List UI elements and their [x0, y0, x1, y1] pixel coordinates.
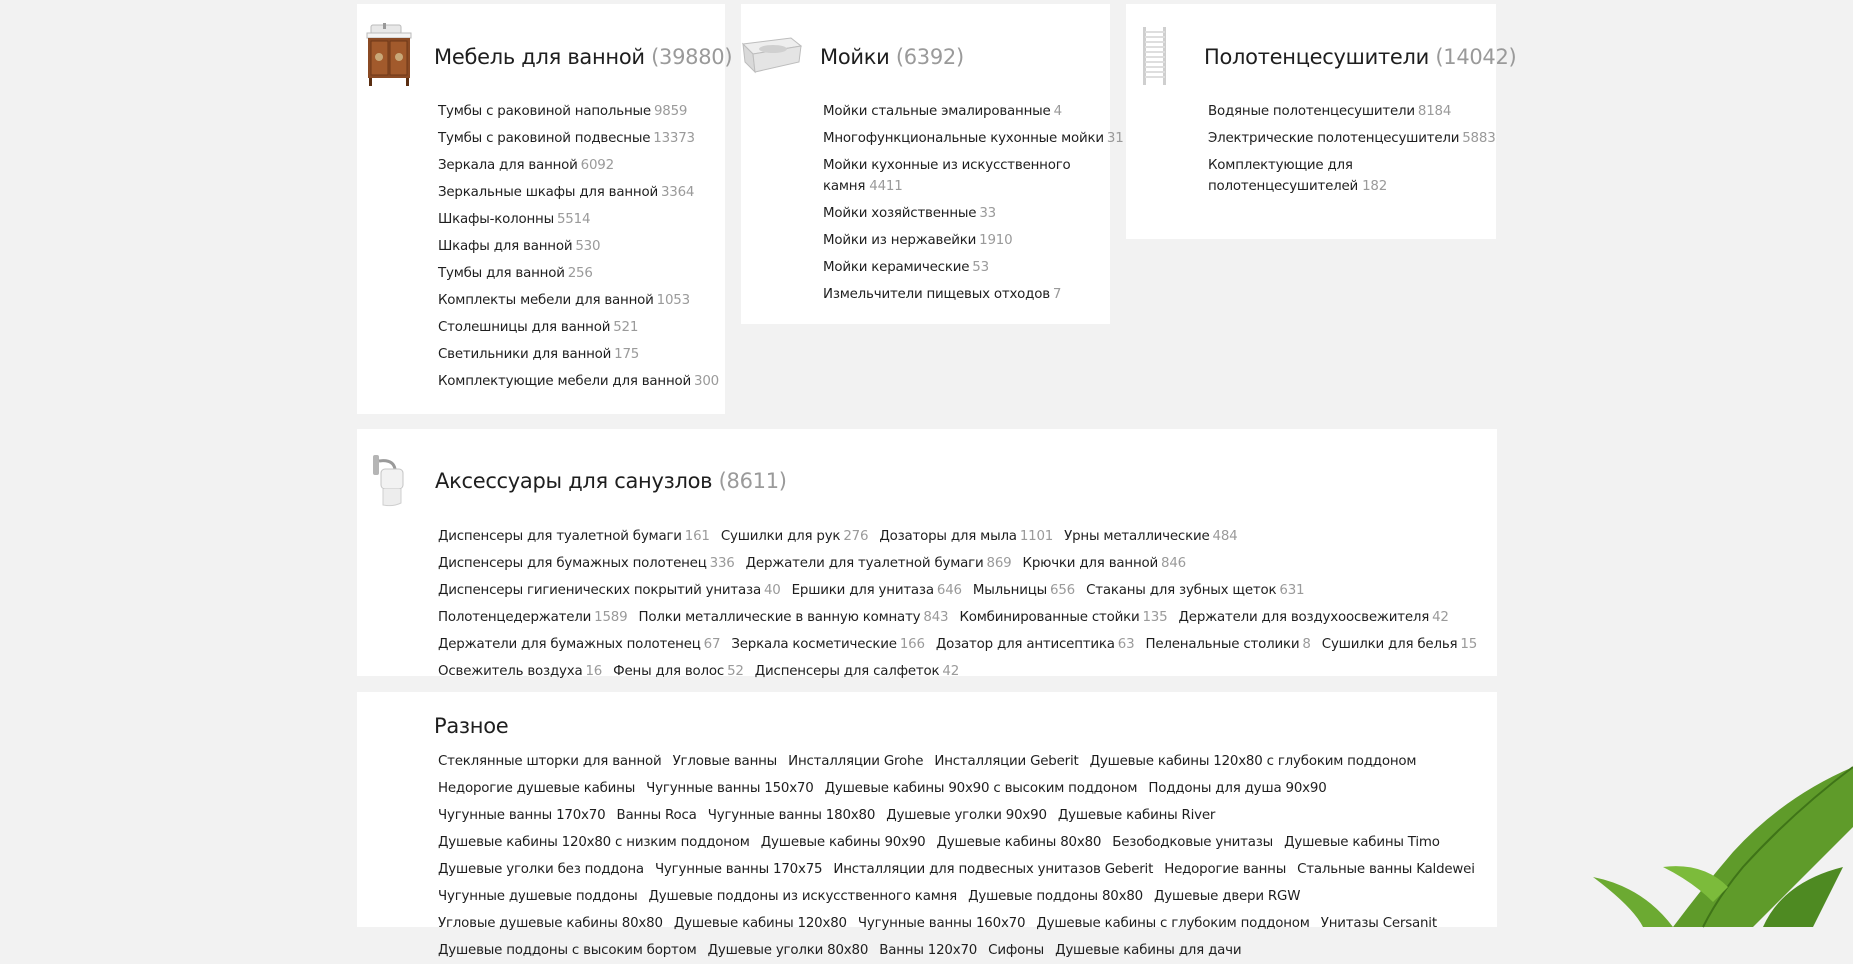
item-count: 8	[1302, 637, 1311, 652]
list-item	[708, 943, 869, 958]
card-title-count: (6392)	[895, 45, 964, 69]
list-item	[438, 916, 663, 931]
list-item	[721, 529, 868, 544]
sink-icon[interactable]	[741, 34, 803, 76]
list-item	[438, 556, 735, 571]
list-item	[438, 260, 719, 287]
item-count: 135	[1142, 610, 1168, 625]
subcategory-link[interactable]: Фены для волос	[613, 664, 725, 679]
subcategory-link[interactable]: Тумбы с раковиной подвесные	[438, 131, 651, 146]
list-item	[438, 835, 750, 850]
item-count: 276	[843, 529, 869, 544]
list-item	[438, 889, 637, 904]
list-item	[731, 637, 924, 652]
subcategory-link[interactable]: Зеркальные шкафы для ванной	[438, 185, 658, 200]
tag-link[interactable]: Душевые кабины с глубоким поддоном	[1036, 916, 1310, 931]
item-count: 521	[613, 320, 639, 335]
tag-link[interactable]: Чугунные ванны 160x70	[857, 916, 1026, 931]
list-item	[438, 754, 662, 769]
category-card-towel-warmers	[1126, 4, 1517, 239]
list-item	[1055, 943, 1241, 958]
subcategory-link[interactable]: Столешницы для ванной	[438, 320, 611, 335]
tag-link[interactable]: Поддоны для душа 90x90	[1148, 781, 1327, 796]
list-item	[1036, 916, 1309, 931]
tag-link[interactable]: Стальные ванны Kaldewei	[1297, 862, 1475, 877]
item-count: 530	[575, 239, 601, 254]
list-item	[438, 664, 602, 679]
list-item	[708, 808, 875, 823]
card-title-count: (14042)	[1435, 45, 1517, 69]
tag-link[interactable]: Душевые кабины 90x90 с высоким поддоном	[824, 781, 1138, 796]
list-item	[1064, 529, 1237, 544]
tag-link[interactable]: Инсталляции для подвесных унитазов Geberit	[833, 862, 1154, 877]
item-count: 53	[972, 260, 989, 275]
list-item	[792, 583, 962, 598]
item-count: 8184	[1417, 104, 1452, 119]
subcategory-link[interactable]: Крючки для ванной	[1022, 556, 1159, 571]
list-item	[674, 916, 847, 931]
card-title[interactable]	[434, 45, 732, 69]
list-item	[438, 206, 719, 233]
subcategory-link[interactable]: Ершики для унитаза	[791, 583, 934, 598]
subcategory-link[interactable]: Многофункциональные кухонные мойки	[823, 131, 1104, 146]
item-count: 646	[936, 583, 962, 598]
item-count: 484	[1212, 529, 1238, 544]
list-item	[823, 281, 1103, 308]
subcategory-link[interactable]: Комплекты мебели для ванной	[438, 293, 654, 308]
list-item	[823, 152, 1103, 200]
item-count: 16	[585, 664, 603, 679]
subcategory-link[interactable]: Водяные полотенцесушители	[1208, 104, 1415, 119]
subcategory-list	[1208, 98, 1496, 200]
list-item	[1058, 808, 1215, 823]
subcategory-link[interactable]: Полки металлические в ванную комнату	[638, 610, 921, 625]
tag-link[interactable]: Чугунные ванны 170x75	[654, 862, 823, 877]
list-item	[438, 179, 719, 206]
item-count: 15	[1460, 637, 1478, 652]
tag-list	[438, 748, 1490, 964]
category-card-furniture	[357, 4, 733, 414]
tag-link[interactable]: Душевые кабины для дачи	[1055, 943, 1242, 958]
list-item	[1090, 754, 1417, 769]
list-item	[1148, 781, 1326, 796]
item-count: 166	[899, 637, 925, 652]
subcategory-link[interactable]: Мойки хозяйственные	[823, 206, 977, 221]
tag-link[interactable]: Душевые поддоны с высоким бортом	[438, 943, 697, 958]
item-count: 42	[942, 664, 960, 679]
list-item	[646, 781, 813, 796]
subcategory-link[interactable]: Комбинированные стойки	[959, 610, 1140, 625]
subcategory-link[interactable]: Электрические полотенцесушители	[1208, 131, 1460, 146]
tag-link[interactable]: Душевые кабины 120x80 с низким поддоном	[438, 835, 750, 850]
list-item	[879, 943, 977, 958]
item-count: 7	[1052, 287, 1062, 302]
subcategory-link[interactable]: Держатели для бумажных полотенец	[438, 637, 701, 652]
tag-link[interactable]: Угловые ванны	[672, 754, 778, 769]
tag-link[interactable]: Душевые кабины 120x80	[673, 916, 847, 931]
list-item	[1297, 862, 1475, 877]
item-count: 42	[1432, 610, 1449, 625]
subcategory-link[interactable]: Светильники для ванной	[438, 347, 612, 362]
subcategory-link[interactable]: Мыльницы	[972, 583, 1048, 598]
tag-link[interactable]: Чугунные душевые поддоны	[438, 889, 638, 904]
list-item	[823, 254, 1103, 281]
card-title[interactable]	[820, 45, 964, 69]
item-count: 67	[703, 637, 721, 652]
subcategory-link[interactable]: Стаканы для зубных щеток	[1086, 583, 1277, 598]
tag-link[interactable]: Душевые кабины 80x80	[936, 835, 1102, 850]
item-count: 300	[694, 374, 720, 389]
tag-link[interactable]: Душевые поддоны из искусственного камня	[648, 889, 958, 904]
list-item	[1208, 152, 1490, 200]
tag-link[interactable]: Ванны 120x70	[879, 943, 978, 958]
tag-link[interactable]: Стеклянные шторки для ванной	[438, 754, 662, 769]
list-item	[673, 754, 778, 769]
list-item	[1164, 862, 1286, 877]
tag-link[interactable]: Душевые кабины River	[1057, 808, 1216, 823]
subcategory-link[interactable]: Пеленальные столики	[1145, 637, 1300, 652]
subcategory-list	[823, 98, 1124, 308]
list-item	[1208, 98, 1490, 125]
subcategory-link[interactable]: Мойки кухонные из искусственного камня	[823, 158, 1071, 194]
card-title	[434, 714, 508, 738]
tag-link[interactable]: Душевые двери RGW	[1154, 889, 1301, 904]
item-count: 846	[1161, 556, 1186, 571]
list-item	[1284, 835, 1440, 850]
subcategory-link[interactable]: Урны металлические	[1064, 529, 1210, 544]
subcategory-link[interactable]: Диспенсеры гигиенических покрытий унитаза	[438, 583, 761, 598]
list-item	[937, 835, 1102, 850]
tag-link[interactable]: Угловые душевые кабины 80x80	[438, 916, 663, 931]
subcategory-link[interactable]: Тумбы с раковиной напольные	[438, 104, 651, 119]
tag-link[interactable]: Душевые кабины 120x80 с глубоким поддоном	[1089, 754, 1417, 769]
list-item	[438, 637, 720, 652]
tag-link[interactable]: Душевые кабины 90x90	[760, 835, 926, 850]
tag-link[interactable]: Чугунные ванны 170x70	[438, 808, 606, 823]
subcategory-link[interactable]: Держатели для туалетной бумаги	[745, 556, 984, 571]
item-count: 869	[986, 556, 1012, 571]
item-count: 5883	[1462, 131, 1496, 146]
tag-link[interactable]: Душевые уголки без поддона	[438, 862, 644, 877]
subcategory-list	[438, 98, 719, 395]
subcategory-link[interactable]: Мойки стальные эмалированные	[823, 104, 1051, 119]
tag-link[interactable]: Безободковые унитазы	[1112, 835, 1274, 850]
subcategory-link[interactable]: Дозаторы для мыла	[879, 529, 1017, 544]
item-count: 256	[567, 266, 593, 281]
card-title-label[interactable]: Аксессуары для санузлов	[435, 469, 713, 493]
list-item	[833, 862, 1153, 877]
tag-link[interactable]: Ванны Roca	[616, 808, 697, 823]
subcategory-link[interactable]: Диспенсеры для туалетной бумаги	[438, 529, 682, 544]
tag-link[interactable]: Душевые уголки 90x90	[886, 808, 1047, 823]
list-item	[438, 98, 719, 125]
item-count: 336	[709, 556, 735, 571]
list-item	[438, 152, 719, 179]
list-item	[1023, 556, 1186, 571]
towel-warmer-icon[interactable]	[1140, 25, 1170, 87]
card-title-label: Разное	[434, 714, 509, 738]
list-item	[438, 862, 644, 877]
item-count: 4	[1053, 104, 1062, 119]
list-item	[1086, 583, 1304, 598]
list-item	[1112, 835, 1273, 850]
list-item	[438, 781, 635, 796]
item-count: 13373	[653, 131, 695, 146]
list-item	[746, 556, 1012, 571]
card-title-label[interactable]: Полотенцесушители	[1204, 45, 1429, 69]
subcategory-link[interactable]: Зеркала косметические	[731, 637, 897, 652]
subcategory-list	[438, 523, 1490, 685]
item-count: 843	[923, 610, 949, 625]
list-item	[823, 200, 1103, 227]
item-count: 40	[763, 583, 781, 598]
list-item	[755, 664, 959, 679]
list-item	[638, 610, 948, 625]
bathroom-vanity-icon[interactable]	[363, 23, 415, 87]
list-item	[438, 368, 719, 395]
list-item	[1208, 125, 1496, 152]
item-count: 6092	[580, 158, 614, 173]
list-item	[438, 341, 719, 368]
list-item	[1322, 637, 1477, 652]
list-item	[936, 637, 1135, 652]
list-item	[438, 583, 781, 598]
category-card-accessories	[357, 429, 1497, 679]
tag-link[interactable]: Сифоны	[988, 943, 1044, 958]
item-count: 1101	[1019, 529, 1054, 544]
list-item	[438, 943, 697, 958]
card-title-count: (8611)	[718, 469, 787, 493]
list-item	[823, 227, 1103, 254]
subcategory-link[interactable]: Диспенсеры для салфеток	[754, 664, 940, 679]
subcategory-link[interactable]: Полотенцедержатели	[438, 610, 592, 625]
card-title-label[interactable]: Мойки	[820, 45, 890, 69]
item-count: 33	[979, 206, 996, 221]
subcategory-link[interactable]: Держатели для воздухоосвежителя	[1178, 610, 1430, 625]
subcategory-link[interactable]: Диспенсеры для бумажных полотенец	[438, 556, 707, 571]
list-item	[788, 754, 923, 769]
item-count: 1053	[656, 293, 690, 308]
subcategory-link[interactable]: Шкафы для ванной	[438, 239, 573, 254]
item-count: 3364	[660, 185, 695, 200]
list-item	[1145, 637, 1310, 652]
list-item	[879, 529, 1053, 544]
list-item	[823, 125, 1124, 152]
tag-link[interactable]: Чугунные ванны 150x70	[646, 781, 814, 796]
item-count: 4411	[869, 179, 903, 194]
list-item	[438, 529, 710, 544]
item-count: 63	[1117, 637, 1135, 652]
subcategory-link[interactable]: Комплектующие для полотенцесушителей	[1208, 158, 1359, 194]
tag-link[interactable]: Чугунные ванны 180x80	[707, 808, 876, 823]
list-item	[886, 808, 1047, 823]
item-count: 5514	[556, 212, 591, 227]
tag-link[interactable]: Недорогие ванны	[1164, 862, 1287, 877]
item-count: 175	[614, 347, 640, 362]
item-count: 656	[1050, 583, 1075, 598]
list-item	[438, 233, 719, 260]
card-title-count: (39880)	[651, 45, 733, 69]
subcategory-link[interactable]: Мойки керамические	[823, 260, 970, 275]
list-item	[613, 664, 744, 679]
list-item	[988, 943, 1044, 958]
list-item	[1179, 610, 1449, 625]
card-title[interactable]	[435, 469, 787, 493]
list-item	[959, 610, 1167, 625]
plant-leaves-decoration	[1553, 767, 1853, 927]
list-item	[655, 862, 822, 877]
tag-link[interactable]: Душевые кабины Timo	[1284, 835, 1440, 850]
subcategory-link[interactable]: Зеркала для ванной	[438, 158, 578, 173]
list-item	[1321, 916, 1437, 931]
item-count: 631	[1279, 583, 1305, 598]
category-card-sinks	[741, 4, 1124, 324]
item-count: 182	[1362, 179, 1388, 194]
card-title-label[interactable]: Мебель для ванной	[434, 45, 645, 69]
subcategory-link[interactable]: Сушилки для рук	[720, 529, 841, 544]
item-count: 9859	[653, 104, 688, 119]
toilet-paper-holder-icon[interactable]	[371, 453, 407, 509]
subcategory-link[interactable]: Шкафы-колонны	[438, 212, 554, 227]
list-item	[438, 808, 605, 823]
tag-link[interactable]: Недорогие душевые кабины	[438, 781, 636, 796]
subcategory-link[interactable]: Мойки из нержавейки	[823, 233, 977, 248]
list-item	[649, 889, 957, 904]
list-item	[934, 754, 1078, 769]
list-item	[438, 610, 627, 625]
card-title[interactable]	[1204, 45, 1516, 69]
category-card-misc	[357, 692, 1497, 958]
list-item	[823, 98, 1103, 125]
list-item	[825, 781, 1138, 796]
tag-link[interactable]: Инсталляции Grohe	[788, 754, 924, 769]
item-count: 1910	[979, 233, 1013, 248]
tag-link[interactable]: Унитазы Cersanit	[1320, 916, 1437, 931]
list-item	[968, 889, 1143, 904]
list-item	[438, 287, 719, 314]
subcategory-link[interactable]: Комплектующие мебели для ванной	[438, 374, 692, 389]
subcategory-link[interactable]: Освежитель воздуха	[438, 664, 583, 679]
item-count: 161	[684, 529, 710, 544]
subcategory-link[interactable]: Измельчители пищевых отходов	[823, 287, 1050, 302]
list-item	[761, 835, 926, 850]
tag-link[interactable]: Душевые поддоны 80x80	[968, 889, 1143, 904]
item-count: 1589	[594, 610, 628, 625]
list-item	[616, 808, 696, 823]
list-item	[438, 125, 719, 152]
subcategory-link[interactable]: Дозатор для антисептика	[935, 637, 1115, 652]
subcategory-link[interactable]: Сушилки для белья	[1321, 637, 1458, 652]
tag-link[interactable]: Инсталляции Geberit	[934, 754, 1079, 769]
tag-link[interactable]: Душевые уголки 80x80	[707, 943, 869, 958]
list-item	[1154, 889, 1300, 904]
item-count: 52	[727, 664, 744, 679]
list-item	[858, 916, 1025, 931]
list-item	[438, 314, 719, 341]
subcategory-link[interactable]: Тумбы для ванной	[438, 266, 565, 281]
list-item	[973, 583, 1075, 598]
item-count: 31	[1106, 131, 1124, 146]
